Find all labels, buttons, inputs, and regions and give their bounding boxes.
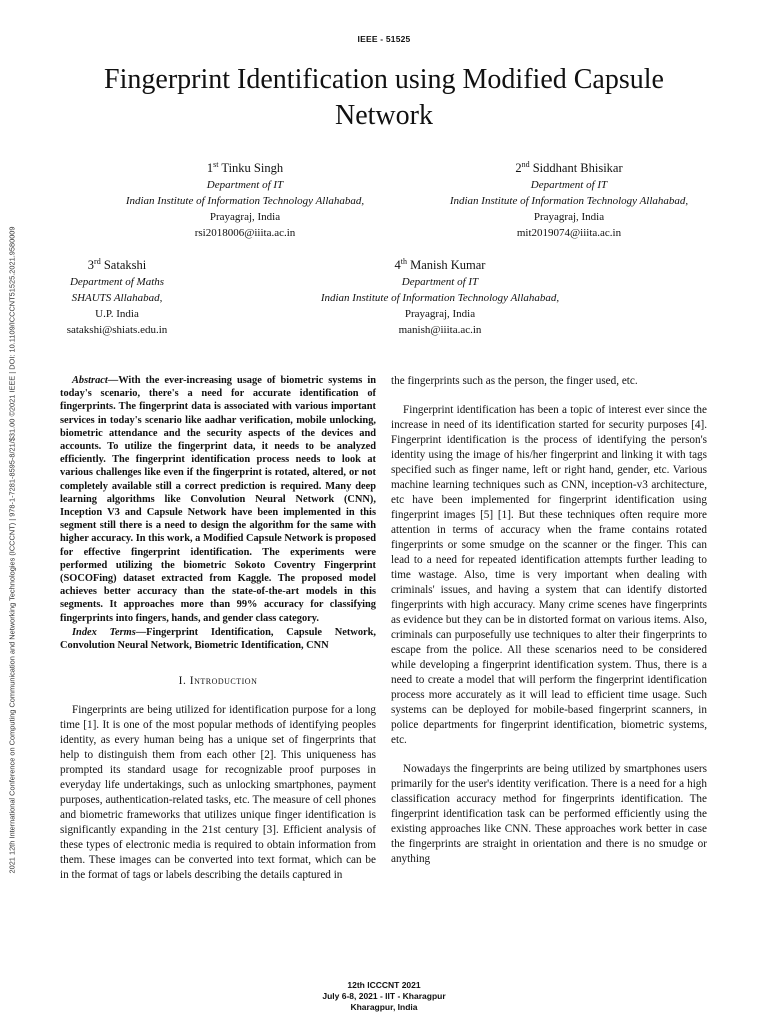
- author-email: manish@iiita.ac.in: [398, 324, 482, 337]
- side-citation-strip: [6, 120, 18, 980]
- right-column: [391, 374, 707, 867]
- author-block-4: [294, 253, 586, 338]
- paper-title: Fingerprint Identification using Modified Capsule Network: [104, 64, 664, 131]
- author-email: rsi2018006@iiita.ac.in: [194, 227, 296, 240]
- author-email: mit2019074@iiita.ac.in: [516, 227, 622, 240]
- author-city: U.P. India: [95, 308, 139, 321]
- author-institution: Indian Institute of Information Technology Allahabad,: [449, 195, 689, 208]
- author-dept: Department of IT: [206, 179, 284, 192]
- author-dept: Department of IT: [530, 179, 608, 192]
- author-name: 1st Tinku Singh: [206, 160, 284, 176]
- paragraph-continuation: the fingerprints such as the person, the finger used, etc.: [391, 375, 638, 387]
- author-block-3: [52, 253, 182, 338]
- footer-conference: 12th ICCCNT 2021: [347, 980, 421, 990]
- footer: [0, 980, 768, 1013]
- author-dept: Department of Maths: [69, 276, 165, 289]
- footer-location: Kharagpur, India: [350, 1002, 418, 1012]
- author-institution: Indian Institute of Information Technology Allahabad,: [320, 292, 560, 305]
- intro-paragraph-1: Fingerprints are being utilized for identification purpose for a long time [1]. It is one of the most popular methods of identifying peoples identity, as every human being has a unique set of fingerprints that help to distinguish them from each other [2]. This uniqueness has prompted its standard usage for recognizable proof purposes in everyday life undertakings, such as unlocking smartphones, payment purposes, authentication-related tasks, etc. The measure of cell phones and biometric frameworks that utilizes unique finger identification is significantly expanding in the 21st century [3]. Efficient analysis of these types of electronic media is required to obtain information from them. These images can be converted into text format, which can be in the format of tags or labels describing the details captured in: [60, 704, 376, 882]
- left-column: [60, 374, 376, 883]
- author-institution: SHAUTS Allahabad,: [71, 292, 163, 305]
- author-email: satakshi@shiats.edu.in: [66, 324, 168, 337]
- author-name: 4th Manish Kumar: [394, 257, 486, 273]
- author-city: Prayagraj, India: [533, 211, 605, 224]
- author-city: Prayagraj, India: [209, 211, 281, 224]
- conference-id: IEEE - 51525: [357, 34, 411, 44]
- author-dept: Department of IT: [401, 276, 479, 289]
- section-heading-introduction: I. Introduction: [178, 675, 258, 688]
- author-name: 2nd Siddhant Bhisikar: [515, 160, 623, 176]
- paragraph-fingerprint-identification: Fingerprint identification has been a topic of interest ever since the increase in need of its identification started for security purposes [4]. Fingerprint identification is the process of identifying the person's identity using the image of his/her fingerprint and linking it with tags specified such as finger name, left or right hand, gender, etc. Various machine learning techniques such as CNN, inception-v3 architecture, etc have been implemented for fingerprint identification using fingerprint images [5] [1]. But these techniques often require more attention in terms of accuracy when the frame contains rotated fingerprints or some smudge on the scanner or the finger. This can lead to a need for repeated identification attempts further leading to time wastage. Also, time is very important when dealing with criminals' issues, and having a system that can identify distorted fingerprints with high accuracy. Many crime scenes have fingerprints as evidence but they can be in distorted format on various items. Also, criminals can purposefully use techniques to alter their fingerprints to escape from the police. All these scenarios need to be considered while developing a fingerprint identification system. Thus, there is a need to create a model that will perform the fingerprint identification process more accurately as it will lead to efficient time usage. Such systems can be deployed for mobile-based fingerprint scanners, in police departments for fingerprint identification, biometric systems, etc.: [391, 404, 707, 746]
- side-citation-text: 2021 12th International Conference on Computing Communication and Networking Technologies (ICCCNT) | 978-1-7281-8595-8/21/$31.00 ©2021 IEEE | DOI: 10.1109/ICCCNT51525.2021.9580009: [7, 226, 17, 874]
- index-terms: Index Terms—Fingerprint Identification, Capsule Network, Convolution Neural Network, Biometric Identification, CNN: [60, 626, 376, 652]
- author-name: 3rd Satakshi: [87, 257, 147, 273]
- author-block-1: [100, 156, 390, 241]
- abstract: Abstract—With the ever-increasing usage of biometric systems in today's scenario, there's a need for accurate identification of fingerprints. The fingerprint data is associated with various important services in today's scenario like aadhar verification, mobile unlocking, biometric attendance and the security aspects of the devices and accounts. To utilize the fingerprint data, it needs to be analyzed efficiently. The fingerprint identification process needs to look at various challenges like even if the fingerprint is rotated, altered, or not completely available still a correct prediction is required. Many deep learning algorithms like Convolution Neural Network (CNN), Inception V3 and Capsule Network have been implemented in this segment still there is a need to design the algorithm for the same with higher accuracy. In this work, a Modified Capsule Network is proposed for effective fingerprint identification. The experiments were performed utilizing the biometric Sokoto Coventry Fingerprint (SOCOFing) dataset extracted from Kaggle. The proposed model achieves better accuracy than the state-of-the-art models in this segments. It approaches more than 99% accuracy for classifying fingerprints into fingers, hands, and gender class category.: [60, 375, 376, 624]
- paragraph-smartphones: Nowadays the fingerprints are being utilized by smartphones users primarily for the user's identity verification. There is a need for a high classification accuracy method for fingerprints identification. The fingerprint identification task can be performed efficiently using the existing approaches like CNN. These approaches work better in case the fingerprints are straight in orientation and there is no smudge or anything: [391, 763, 707, 865]
- author-institution: Indian Institute of Information Technology Allahabad,: [125, 195, 365, 208]
- footer-dates: July 6-8, 2021 - IIT - Kharagpur: [322, 991, 446, 1001]
- author-city: Prayagraj, India: [404, 308, 476, 321]
- author-block-2: [424, 156, 714, 241]
